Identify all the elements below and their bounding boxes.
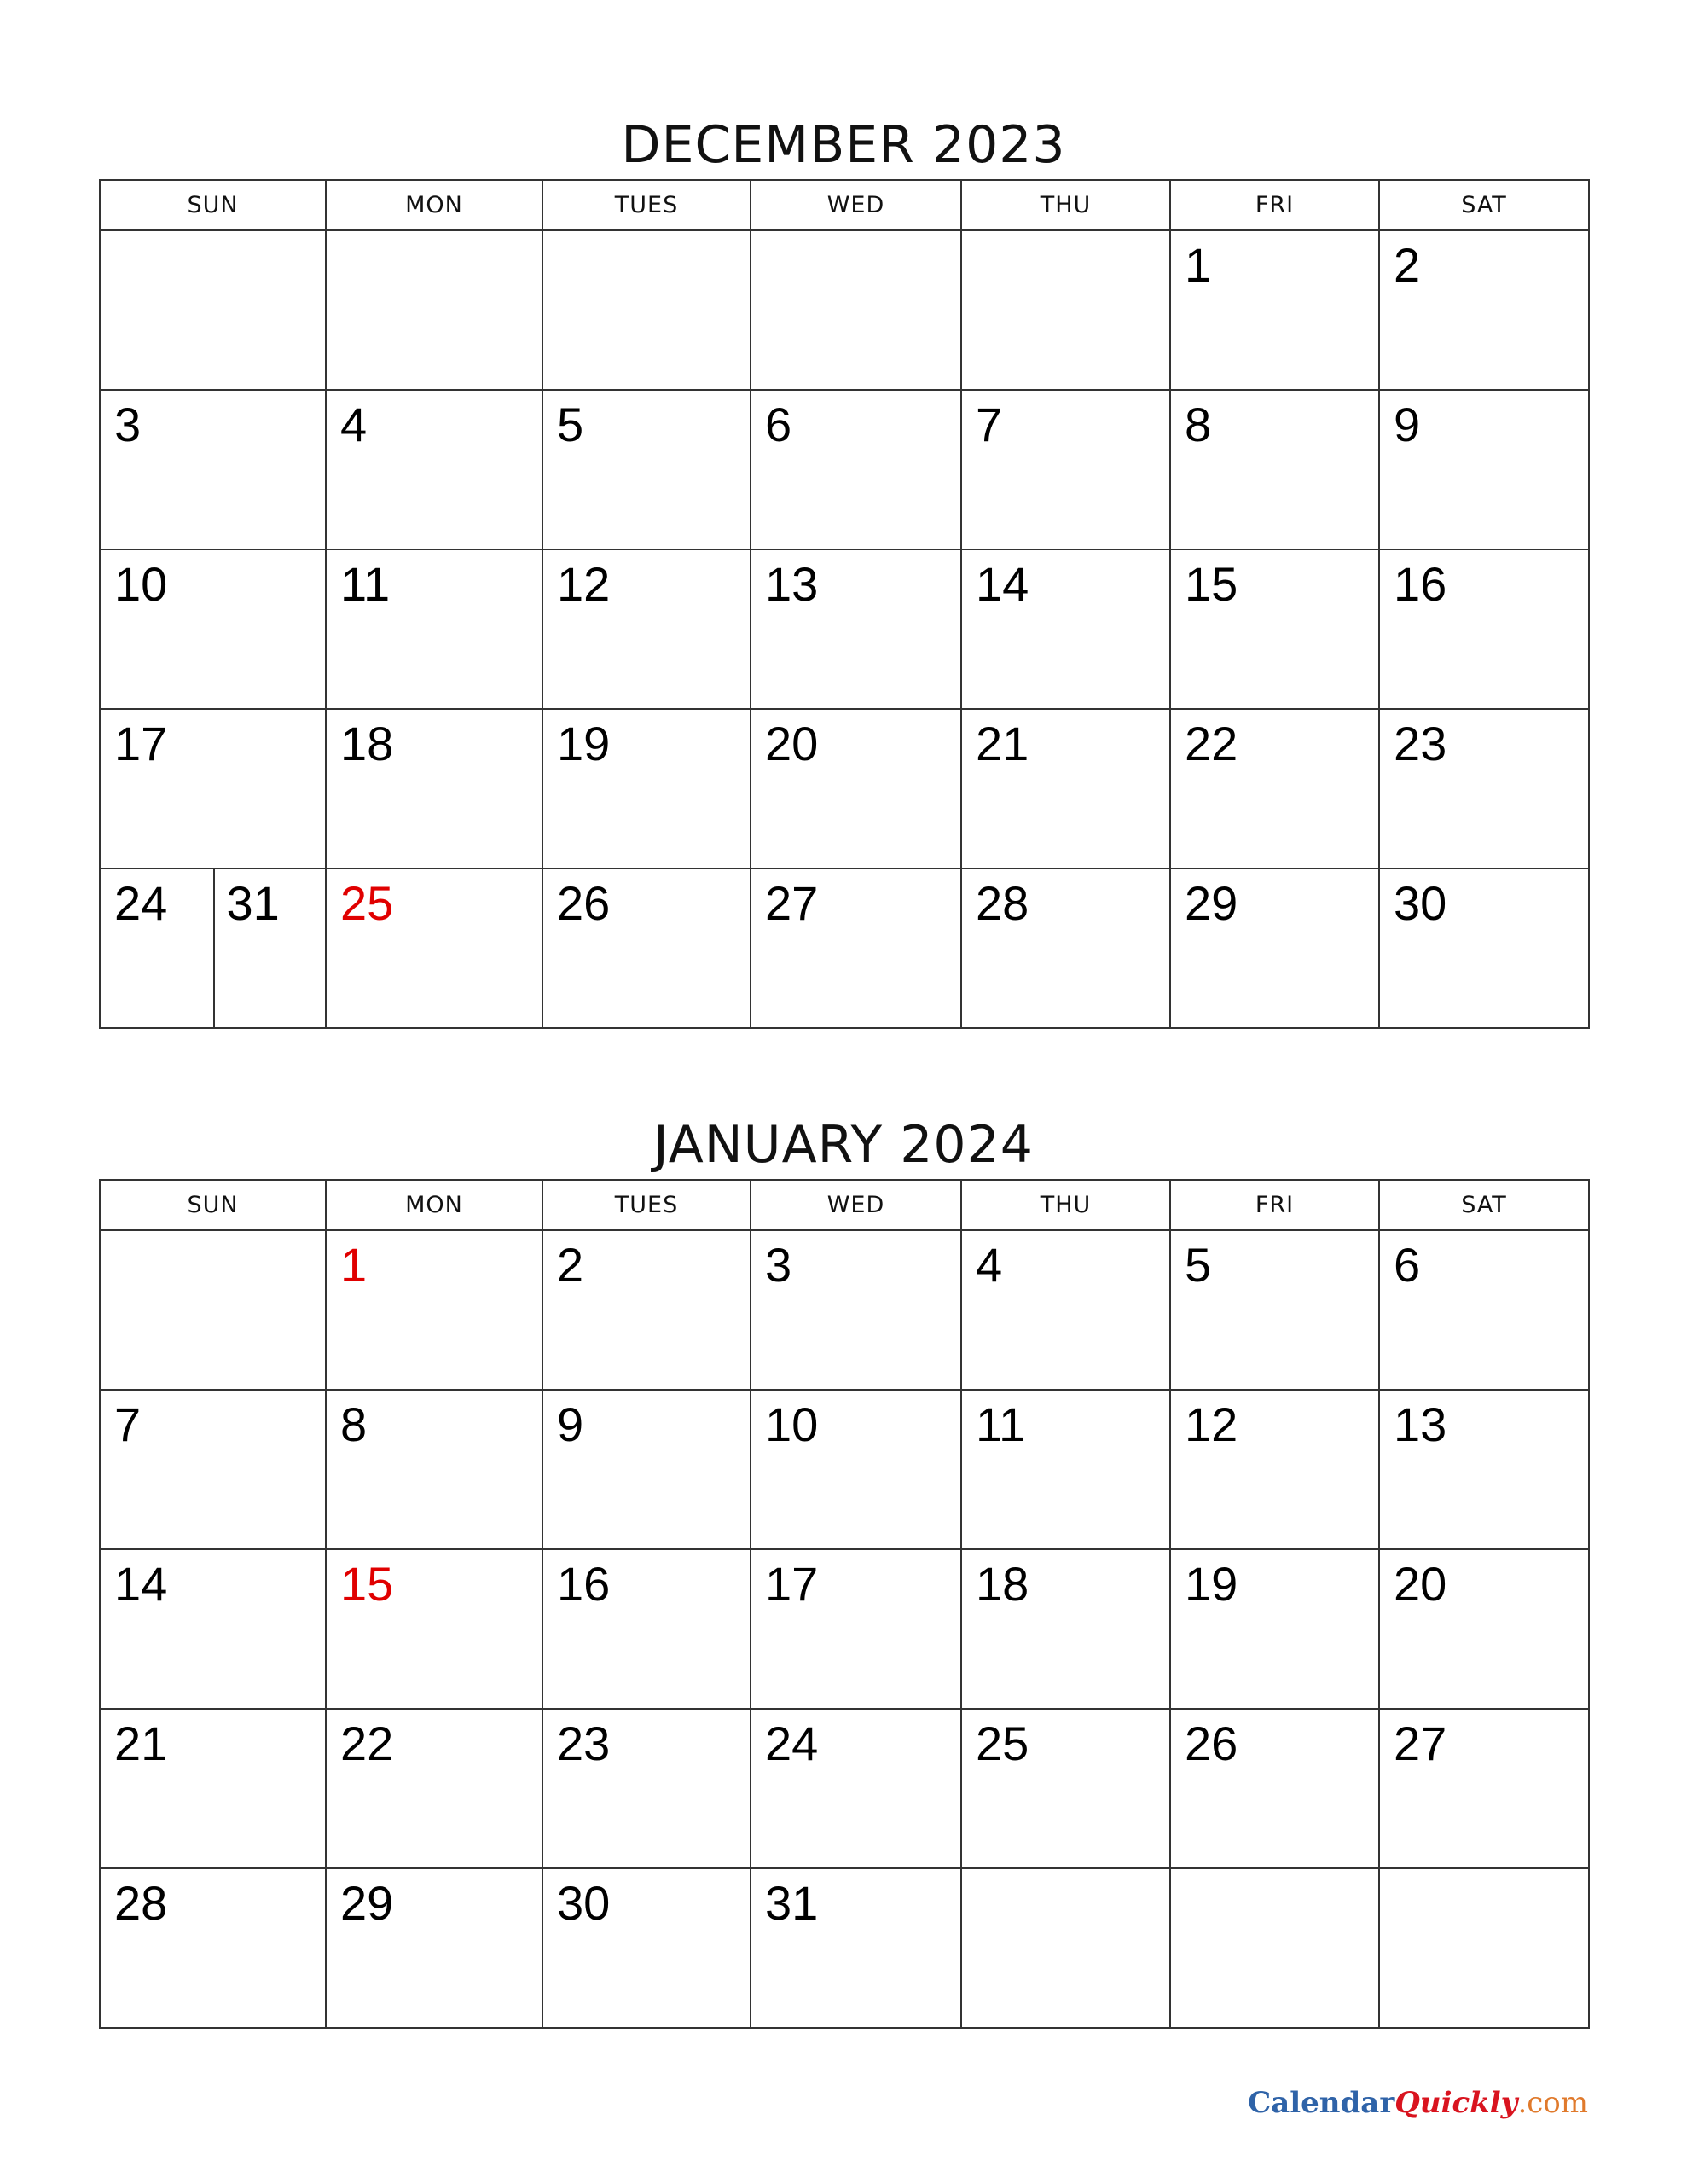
day-cell: [326, 230, 542, 390]
day-cell: [751, 1549, 961, 1709]
day-cell: [542, 390, 751, 549]
day-cell: [100, 230, 326, 390]
day-number: 10: [114, 557, 168, 611]
day-number: 7: [976, 398, 1003, 451]
day-cell: [542, 868, 751, 1028]
day-cell: [1379, 1709, 1589, 1868]
day-number: 2: [1394, 238, 1421, 292]
day-cell: [751, 1868, 961, 2028]
day-cell: [1379, 709, 1589, 868]
weekday-wed: WED: [751, 180, 961, 230]
weekday-header-row: [100, 180, 1589, 230]
weekday-mon: MON: [326, 1180, 542, 1230]
day-number: 11: [340, 557, 391, 611]
day-cell: [100, 1709, 326, 1868]
day-number: 19: [1185, 1557, 1238, 1611]
day-number: 11: [976, 1397, 1026, 1451]
day-number: 14: [114, 1557, 168, 1611]
day-number: 29: [340, 1876, 394, 1930]
weekday-tues: TUES: [542, 180, 751, 230]
day-number: 15: [1185, 557, 1238, 611]
day-number: 9: [1394, 398, 1421, 451]
day-cell: [100, 709, 326, 868]
week-row: [100, 1868, 1589, 2028]
day-number: 13: [1394, 1397, 1447, 1451]
day-cell: [100, 1230, 326, 1390]
day-number: [962, 231, 1169, 241]
day-number: [751, 231, 960, 241]
day-cell: [1379, 1230, 1589, 1390]
day-cell: [326, 549, 542, 709]
day-cell: [326, 390, 542, 549]
day-number: 28: [114, 1876, 168, 1930]
weekday-sat: SAT: [1379, 1180, 1589, 1230]
day-number: 20: [765, 717, 819, 770]
day-number: 10: [765, 1397, 819, 1451]
day-number: 27: [1394, 1716, 1447, 1770]
day-number: 4: [976, 1238, 1003, 1292]
day-cell: [100, 1390, 326, 1549]
day-cell: [1379, 230, 1589, 390]
brand-part-quickly: Quickly: [1394, 2086, 1518, 2120]
day-number: 17: [114, 717, 168, 770]
day-number: 25: [976, 1716, 1029, 1770]
day-number: 19: [557, 717, 611, 770]
day-cell: [542, 1230, 751, 1390]
calendar-grid-december: [99, 179, 1590, 1029]
day-number: 21: [114, 1716, 168, 1770]
day-number: 22: [1185, 717, 1238, 770]
week-row: [100, 1709, 1589, 1868]
weekday-tues: TUES: [542, 1180, 751, 1230]
weekday-thu: THU: [961, 180, 1170, 230]
day-number: 31: [765, 1876, 819, 1930]
week-row: [100, 1230, 1589, 1390]
day-cell: [1379, 549, 1589, 709]
day-number: 16: [1394, 557, 1447, 611]
day-cell: [542, 549, 751, 709]
day-cell: [751, 709, 961, 868]
day-number: 30: [1394, 876, 1447, 930]
day-cell: [1379, 390, 1589, 549]
day-number: 3: [114, 398, 142, 451]
holiday-day-number: 25: [340, 876, 394, 930]
day-number: 23: [1394, 717, 1447, 770]
day-cell: [1170, 868, 1379, 1028]
day-number: 5: [1185, 1238, 1212, 1292]
weekday-fri: FRI: [1170, 1180, 1379, 1230]
day-cell: [542, 709, 751, 868]
day-number: 9: [557, 1397, 584, 1451]
day-cell: [326, 709, 542, 868]
day-cell: [1170, 1549, 1379, 1709]
day-number: 22: [340, 1716, 394, 1770]
day-cell: [1170, 1868, 1379, 2028]
day-number: 31: [226, 876, 280, 930]
day-number: 14: [976, 557, 1029, 611]
day-number: [962, 1869, 1169, 1879]
week-row: [100, 549, 1589, 709]
day-number: 2: [557, 1238, 584, 1292]
weekday-sun: SUN: [100, 180, 326, 230]
day-number: 5: [557, 398, 584, 451]
day-cell: [326, 1230, 542, 1390]
week-row: [100, 709, 1589, 868]
day-cell: [100, 549, 326, 709]
day-cell: [542, 1709, 751, 1868]
day-cell: [751, 1390, 961, 1549]
holiday-day-number: 15: [340, 1557, 394, 1611]
day-number: 21: [976, 717, 1029, 770]
day-number: [1171, 1869, 1378, 1879]
weekday-wed: WED: [751, 1180, 961, 1230]
week-row: [100, 868, 1589, 1028]
weekday-header-row: [100, 1180, 1589, 1230]
day-number: 23: [557, 1716, 611, 1770]
day-cell: [1170, 1230, 1379, 1390]
day-cell: [751, 390, 961, 549]
day-number: [327, 231, 542, 241]
weekday-mon: MON: [326, 180, 542, 230]
day-number: 26: [1185, 1716, 1238, 1770]
weekday-sun: SUN: [100, 1180, 326, 1230]
day-number: 24: [114, 876, 168, 930]
day-cell: [961, 709, 1170, 868]
day-cell: [961, 1230, 1170, 1390]
split-cell: [101, 869, 325, 1027]
day-cell: [1170, 709, 1379, 868]
day-cell: [961, 549, 1170, 709]
day-number: 4: [340, 398, 368, 451]
day-number: 24: [765, 1716, 819, 1770]
day-cell: [751, 549, 961, 709]
day-number: 17: [765, 1557, 819, 1611]
weekday-thu: THU: [961, 1180, 1170, 1230]
month-title-january: JANUARY 2024: [653, 1115, 1034, 1175]
week-row: [100, 1390, 1589, 1549]
day-number: 6: [765, 398, 792, 451]
day-number: 12: [1185, 1397, 1238, 1451]
day-number: 1: [1185, 238, 1212, 292]
day-cell: [961, 1549, 1170, 1709]
day-cell: [1170, 549, 1379, 709]
day-number: 12: [557, 557, 611, 611]
day-number: 27: [765, 876, 819, 930]
week-row: [100, 390, 1589, 549]
day-cell: [542, 1390, 751, 1549]
day-number: 3: [765, 1238, 792, 1292]
day-number: 20: [1394, 1557, 1447, 1611]
day-cell: [326, 1709, 542, 1868]
day-cell: [961, 1390, 1170, 1549]
brand-part-com: .com: [1517, 2086, 1588, 2120]
brand-part-calendar: Calendar: [1248, 2086, 1395, 2120]
day-cell: [961, 1868, 1170, 2028]
day-cell: [326, 868, 542, 1028]
day-number: [1380, 1869, 1588, 1879]
day-number: 6: [1394, 1238, 1421, 1292]
day-cell: [326, 1549, 542, 1709]
day-number: 18: [340, 717, 394, 770]
day-number: [543, 231, 750, 241]
day-cell: [100, 1549, 326, 1709]
day-cell: [1170, 390, 1379, 549]
day-cell: [542, 230, 751, 390]
holiday-day-number: 1: [340, 1238, 368, 1292]
day-cell: [1170, 230, 1379, 390]
day-number: 28: [976, 876, 1029, 930]
day-cell: [542, 1549, 751, 1709]
day-number: 8: [1185, 398, 1212, 451]
day-number: 29: [1185, 876, 1238, 930]
weekday-sat: SAT: [1379, 180, 1589, 230]
calendar-grid-january: [99, 1179, 1590, 2029]
day-cell: [326, 1868, 542, 2028]
day-cell: [751, 1230, 961, 1390]
day-cell: [1379, 1549, 1589, 1709]
day-number: 8: [340, 1397, 368, 1451]
brand-logo-link[interactable]: [1248, 2086, 1588, 2120]
day-cell: [961, 868, 1170, 1028]
day-cell-split: [100, 868, 326, 1028]
day-number: [101, 231, 325, 241]
day-cell: [1170, 1709, 1379, 1868]
day-number: 16: [557, 1557, 611, 1611]
day-cell: [326, 1390, 542, 1549]
week-row: [100, 230, 1589, 390]
day-cell: [751, 868, 961, 1028]
day-cell: [751, 230, 961, 390]
day-cell: [100, 1868, 326, 2028]
day-number: 26: [557, 876, 611, 930]
day-cell: [961, 230, 1170, 390]
day-number: 30: [557, 1876, 611, 1930]
day-number: 18: [976, 1557, 1029, 1611]
day-cell: [1379, 1390, 1589, 1549]
day-cell: [1379, 1868, 1589, 2028]
day-cell: [542, 1868, 751, 2028]
day-cell: [1379, 868, 1589, 1028]
day-cell: [1170, 1390, 1379, 1549]
day-cell: [961, 390, 1170, 549]
day-cell: [100, 390, 326, 549]
split-cell-left: [101, 869, 215, 1027]
day-number: [101, 1231, 325, 1241]
day-number: 7: [114, 1397, 142, 1451]
week-row: [100, 1549, 1589, 1709]
day-cell: [961, 1709, 1170, 1868]
month-title-december: DECEMBER 2023: [621, 115, 1066, 175]
day-cell: [751, 1709, 961, 1868]
split-cell-right: [213, 869, 326, 1027]
day-number: 13: [765, 557, 819, 611]
weekday-fri: FRI: [1170, 180, 1379, 230]
